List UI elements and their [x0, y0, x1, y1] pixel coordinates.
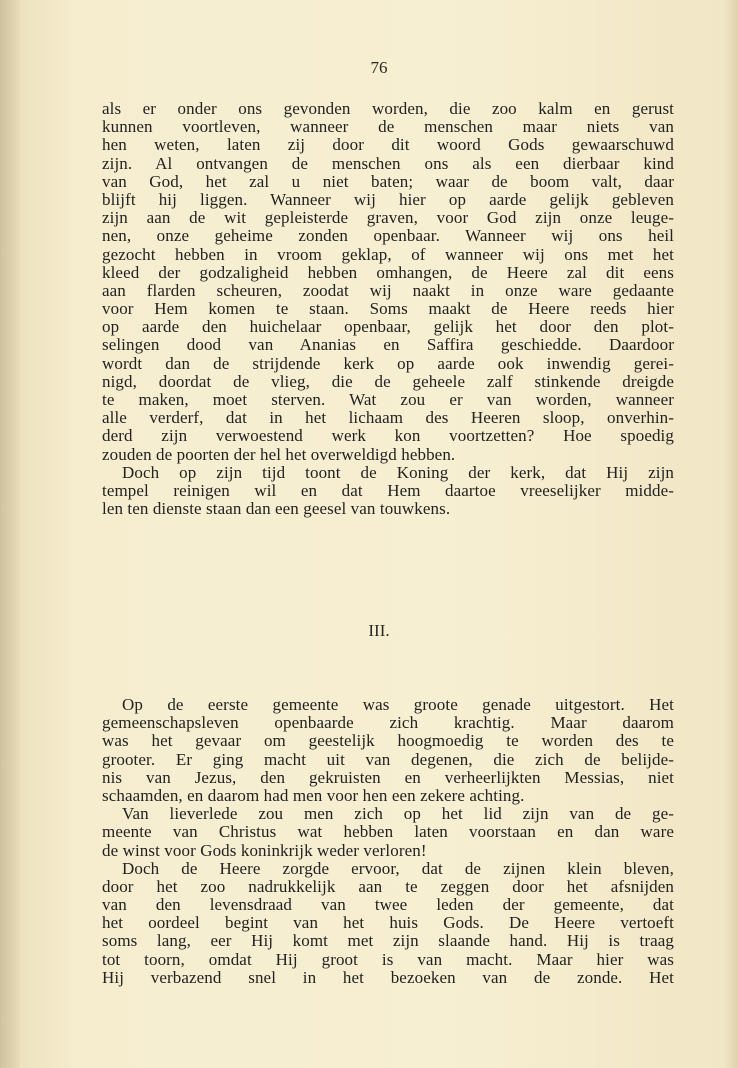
text-line: door het zoo nadrukkelijk aan te zeggen door het afsnijden — [102, 877, 674, 896]
text-line: blijft hij liggen. Wanneer wij hier op aarde gelijk gebleven — [102, 190, 674, 209]
text-line: grooter. Er ging macht uit van degenen, die zich de belijde- — [102, 750, 674, 769]
text-line: zijn. Al ontvangen de menschen ons als een dierbaar kind — [102, 154, 674, 173]
text-line: meente van Christus wat hebben laten voorstaan en dan ware — [102, 823, 674, 842]
text-line: soms lang, eer Hij komt met zijn slaande hand. Hij is traag — [102, 932, 674, 951]
page-number: 76 — [370, 58, 388, 77]
text-line: op aarde den huichelaar openbaar, gelijk het door den plot- — [102, 318, 674, 337]
text-line: van God, het zal u niet baten; waar de boom valt, daar — [102, 172, 674, 191]
text-line: was het gevaar om geestelijk hoogmoedig te worden des te — [102, 732, 674, 751]
text-line: Hij verbazend snel in het bezoeken van de zonde. Het — [102, 968, 674, 987]
text-line: te maken, moet sterven. Wat zou er van worden, wanneer — [102, 391, 674, 409]
text-line: tempel reinigen wil en dat Hem daartoe vreeselijker midde- — [102, 481, 674, 500]
text-line: Doch op zijn tijd toont de Koning der kerk, dat Hij zijn — [122, 463, 674, 482]
text-line: van den levensdraad van twee leden der gemeente, dat — [102, 896, 674, 915]
text-line: wordt dan de strijdende kerk op aarde ook inwendig gerei- — [102, 354, 674, 373]
paragraph-block-1 — [102, 100, 674, 518]
text-line: Van lieverlede zou men zich op het lid zijn van de ge- — [122, 805, 674, 824]
text-line: gemeenschapsleven openbaarde zich krachtig. Maar daarom — [102, 714, 674, 733]
text-line: als er onder ons gevonden worden, die zoo kalm en gerust — [102, 100, 674, 118]
text-line: schaamden, en daarom had men voor hen een zekere achting. — [102, 786, 525, 805]
text-line: nis van Jezus, den gekruisten en verheerlijkten Messias, niet — [102, 768, 674, 787]
text-line: kunnen voortleven, wanneer de menschen maar niets van — [102, 118, 674, 137]
text-line: nen, onze geheime zonden openbaar. Wanneer wij ons heil — [102, 227, 674, 246]
text-line: voor Hem komen te staan. Soms maakt de Heere reeds hier — [102, 300, 674, 319]
section-heading: III. — [368, 621, 390, 640]
text-line: len ten dienste staan dan een geesel van touwkens. — [102, 500, 451, 519]
text-line: Op de eerste gemeente was groote genade uitgestort. Het — [122, 696, 674, 714]
text-line: derd zijn verwoestend werk kon voortzetten? Hoe spoedig — [102, 427, 674, 446]
text-line: kleed der godzaligheid hebben omhangen, de Heere zal dit eens — [102, 263, 674, 282]
book-page — [20, 0, 738, 1068]
text-line: zijn aan de wit gepleisterde graven, voor God zijn onze leuge- — [102, 209, 674, 228]
paragraph-block-2 — [102, 696, 674, 987]
text-line: hen weten, laten zij door dit woord Gods gewaarschuwd — [102, 136, 674, 155]
text-line: alle verderf, dat in het lichaam des Heeren sloop, onverhin- — [102, 409, 674, 428]
text-line: gezocht hebben in vroom geklap, of wanneer wij ons met het — [102, 245, 674, 264]
text-line: Doch de Heere zorgde ervoor, dat de zijnen klein bleven, — [122, 859, 674, 878]
text-line: nigd, doordat de vlieg, die de geheele zalf stinkende dreigde — [102, 372, 674, 391]
book-spine-shadow — [0, 0, 20, 1068]
text-line: het oordeel begint van het huis Gods. De Heere vertoeft — [102, 914, 674, 933]
text-line: de winst voor Gods koninkrijk weder verloren! — [102, 841, 427, 860]
page-edge-shadow — [724, 0, 738, 1068]
text-line: tot toorn, omdat Hij groot is van macht. Maar hier was — [102, 950, 674, 969]
text-line: selingen dood van Ananias en Saffira geschiedde. Daardoor — [102, 336, 674, 355]
text-line: zouden de poorten der hel het overweldigd hebben. — [102, 445, 456, 464]
text-line: aan flarden scheuren, zoodat wij naakt in onze ware gedaante — [102, 281, 674, 300]
